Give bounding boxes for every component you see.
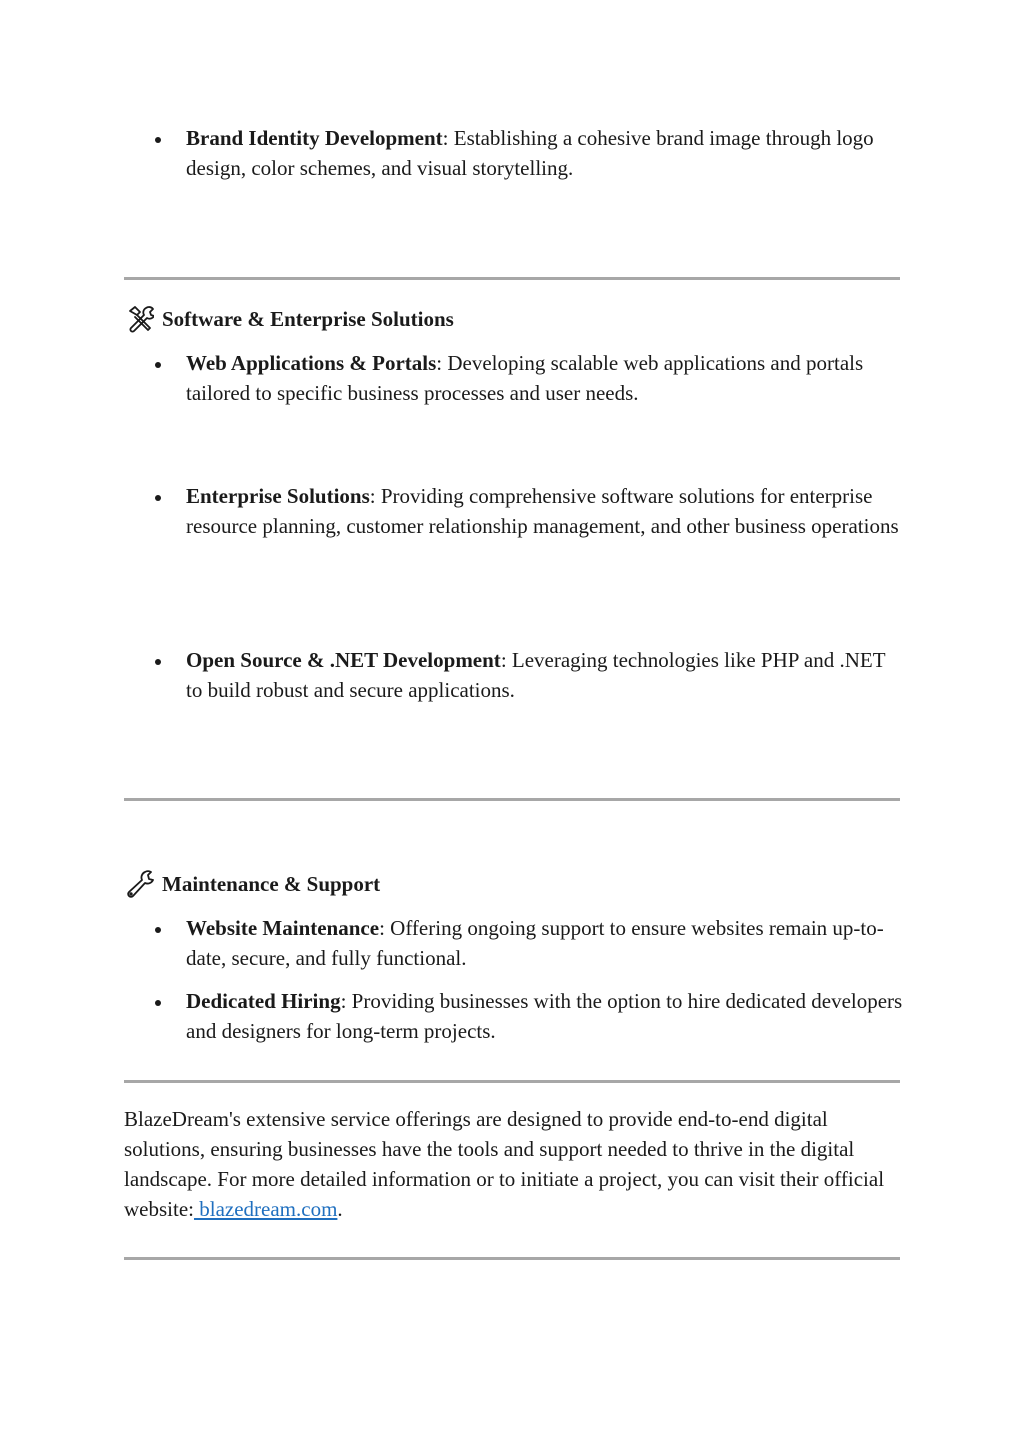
list-bullet — [153, 360, 163, 370]
item-description: : Offering ongoing support to ensure websites remain up-to-date, secure, and fully functional. — [186, 916, 884, 970]
item-description: : Establishing a cohesive brand image through logo design, color schemes, and visual storytelling. — [186, 126, 874, 180]
section-heading-software — [126, 304, 454, 334]
list-bullet — [153, 657, 163, 667]
conclusion-text: BlazeDream's extensive service offerings are designed to provide end-to-end digital solutions, ensuring businesses have the tools and support needed to thrive in the digital landscape. For more detailed information or to initiate a project, you can visit their official website: — [124, 1107, 885, 1221]
list-item-dedicated-hiring — [186, 986, 906, 1046]
list-item-open-source-net — [186, 645, 906, 705]
section-divider — [124, 798, 900, 801]
section-divider — [124, 1257, 900, 1260]
section-divider — [124, 277, 900, 280]
list-item-brand-identity — [186, 123, 906, 183]
item-term: Open Source & .NET Development — [186, 648, 501, 672]
item-term: Enterprise Solutions — [186, 484, 370, 508]
section-heading-text: Maintenance & Support — [162, 872, 381, 896]
item-description: : Providing comprehensive software solutions for enterprise resource planning, customer relationship management, and other business operations — [186, 484, 899, 538]
conclusion-end: . — [337, 1197, 343, 1221]
list-bullet — [153, 925, 163, 935]
item-term: Brand Identity Development — [186, 126, 443, 150]
item-term: Web Applications & Portals — [186, 351, 437, 375]
conclusion-paragraph — [124, 1104, 904, 1224]
item-term: Website Maintenance — [186, 916, 380, 940]
item-description: : Leveraging technologies like PHP and .NET to build robust and secure applications. — [186, 648, 886, 702]
list-item-website-maintenance — [186, 913, 906, 973]
list-bullet — [153, 135, 163, 145]
item-term: Dedicated Hiring — [186, 989, 341, 1013]
section-heading-maintenance — [126, 869, 380, 899]
section-heading-text: Software & Enterprise Solutions — [162, 307, 454, 331]
item-description: : Developing scalable web applications and portals tailored to specific business processes and user needs. — [186, 351, 864, 405]
list-bullet — [153, 493, 163, 503]
wrench-icon — [126, 870, 154, 898]
item-description: : Providing businesses with the option to hire dedicated developers and designers for long-term projects. — [186, 989, 903, 1043]
list-item-enterprise-solutions — [186, 481, 906, 541]
list-bullet — [153, 998, 163, 1008]
section-divider — [124, 1080, 900, 1083]
website-link[interactable]: blazedream.com — [193, 1197, 338, 1221]
list-item-web-applications — [186, 348, 906, 408]
hammer-and-wrench-icon — [126, 305, 154, 333]
